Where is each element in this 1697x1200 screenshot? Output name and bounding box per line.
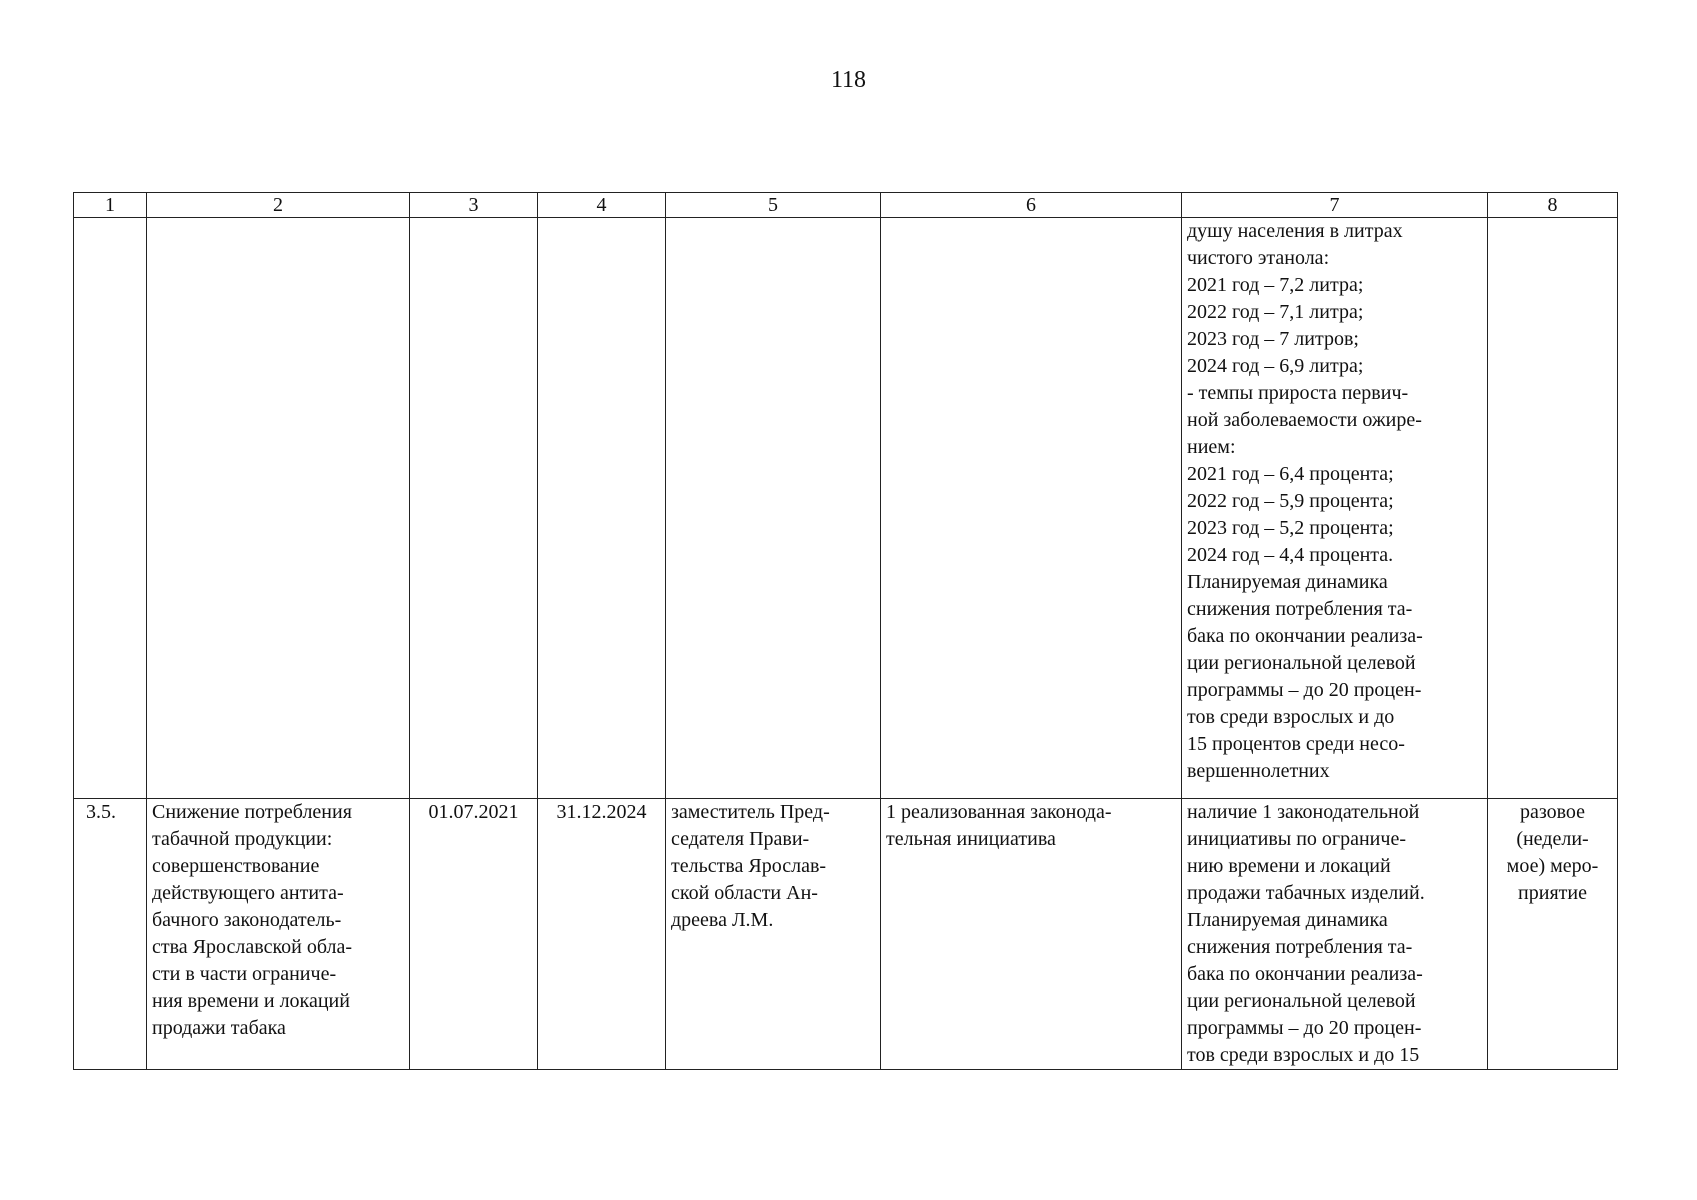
header-col-8: 8 <box>1488 193 1618 218</box>
header-col-7: 7 <box>1182 193 1488 218</box>
empty-cell <box>666 218 881 799</box>
empty-cell <box>538 218 666 799</box>
empty-cell <box>1488 218 1618 799</box>
responsible-person: заместитель Пред- седателя Прави- тельства Ярослав- ской области Ан- дреева Л.М. <box>666 799 881 1070</box>
empty-cell <box>881 218 1182 799</box>
header-col-2: 2 <box>147 193 410 218</box>
table-row-3-5 <box>74 799 1618 1070</box>
indicator-text: наличие 1 законодательной инициативы по ограниче- нию времени и локаций продажи табачных изделий. Планируемая динамика снижения потребления та- бака по окончании реализа- ции региональной целевой программы – до 20 процен- тов среди взрослых и до 15 <box>1182 799 1488 1070</box>
page-number: 118 <box>830 67 867 93</box>
end-date: 31.12.2024 <box>538 799 666 1070</box>
continued-indicator-text: душу населения в литрах чистого этанола: 2021 год – 7,2 литра; 2022 год – 7,1 литра; 2023 год – 7 литров; 2024 год – 6,9 литра; - темпы прироста первич- ной заболеваемости ожире- нием: 2021 год – 6,4 процента; 2022 год – 5,9 процента; 2023 год – 5,2 процента; 2024 год – 4,4 процента. Планируемая динамика снижения потребления та- бака по окончании реализа- ции региональной целевой программы – до 20 процен- тов среди взрослых и до 15 процентов среди несо- вершеннолетних <box>1182 218 1488 799</box>
header-col-3: 3 <box>410 193 538 218</box>
activity-type: разовое (недели- мое) меро- приятие <box>1488 799 1618 1070</box>
empty-cell <box>410 218 538 799</box>
header-col-1: 1 <box>74 193 147 218</box>
row-number: 3.5. <box>74 799 147 1070</box>
activity-name: Снижение потребления табачной продукции: совершенствование действующего антита- бачного законодатель- ства Ярославской обла- сти в части ограниче- ния времени и локаций продажи табака <box>147 799 410 1070</box>
header-col-6: 6 <box>881 193 1182 218</box>
header-col-5: 5 <box>666 193 881 218</box>
start-date: 01.07.2021 <box>410 799 538 1070</box>
table-header-row <box>74 193 1618 218</box>
expected-result: 1 реализованная законода- тельная инициатива <box>881 799 1182 1070</box>
empty-cell <box>74 218 147 799</box>
header-col-4: 4 <box>538 193 666 218</box>
document-table <box>73 192 1618 1070</box>
empty-cell <box>147 218 410 799</box>
table-row-continued <box>74 218 1618 799</box>
